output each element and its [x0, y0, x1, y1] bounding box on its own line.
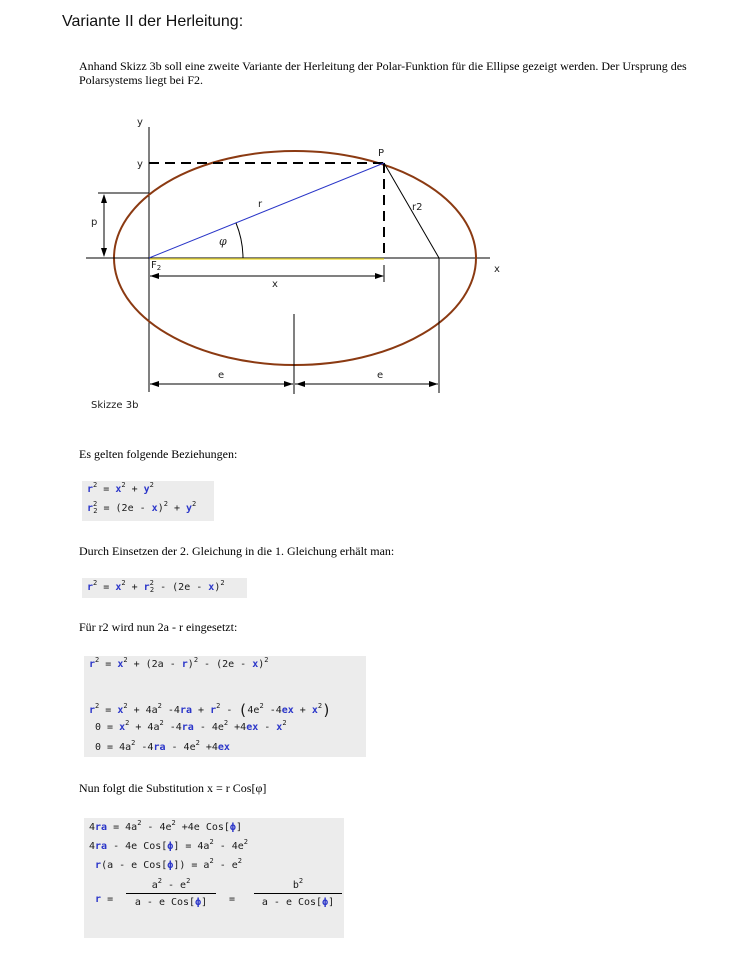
- equation-r-squared: $r^2 = x^2 + y^2$: [87, 481, 154, 495]
- y-point-label: y: [137, 159, 143, 170]
- r2-label: r2: [412, 202, 423, 213]
- equation-step-1: $r^2 = x^2 + (2a - r)^2 - (2e - x)^2$: [89, 656, 269, 670]
- equation-step-2: $r^2 = x^2 + 4a^2$ $-4ra + r^2 - (4e^2$ $-4ex + x^2$): [89, 701, 332, 719]
- math-cell-polar-result: $4ra = 4a^2 - 4e^2 +4e$ Cos[ϕ] 4ra - 4e $Cos[\phi] = 4a^2 - 4e^2$ r(a - e $Cos[\phi]) = a^2 - e^2$ r = $a^2 - e^2$ a - e Cos[ϕ] = $b^2$ a - e Cos[ϕ]: [84, 818, 344, 938]
- equation-combined: $r^2 = x^2 + r^2_2 - (2e - x)^2$: [87, 579, 225, 594]
- f2-label: $F_2$: [151, 260, 162, 272]
- r-label: r: [258, 199, 263, 210]
- radius-r-line: [149, 163, 384, 258]
- equation-r2-squared: $r^2_2 = (2e - x)^2 + y^2$: [87, 500, 197, 515]
- p-label: p: [91, 217, 98, 228]
- intro-paragraph: Anhand Skizz 3b soll eine zweite Variante der Herleitung der Polar-Funktion für die Ellipse gezeigt werden. Der Ursprung des Polarsystems liegt bei F2.: [79, 59, 687, 87]
- polar-substitution-paragraph: Nun folgt die Substitution x = r Cos[φ]: [79, 781, 267, 795]
- x-distance-label: x: [272, 279, 278, 290]
- math-cell-expansion: [84, 656, 366, 757]
- e-right-label: e: [377, 370, 384, 381]
- angle-arc: [236, 223, 243, 258]
- equation-step-4: $0 = 4a^2$ $-4ra - 4e^2 +4ex$: [89, 739, 230, 753]
- equation-polar-1: $4ra = 4a^2 - 4e^2 +4e$ Cos[ϕ]: [89, 819, 242, 833]
- x-axis-label: x: [494, 264, 500, 275]
- e-left-label: e: [218, 370, 225, 381]
- math-cell-combined: [82, 578, 247, 598]
- math-cell-relations: [82, 481, 214, 521]
- r2-substitution-paragraph: Für r2 wird nun 2a - r eingesetzt:: [79, 620, 238, 634]
- equation-polar-r-label: r =: [95, 894, 114, 905]
- substitution-paragraph: Durch Einsetzen der 2. Gleichung in die 1. Gleichung erhält man:: [79, 544, 395, 558]
- equation-polar-3: r(a - e $Cos[\phi]) = a^2 - e^2$: [95, 857, 242, 871]
- phi-label: φ: [219, 235, 227, 248]
- fraction-a-e: $a^2 - e^2$ a - e Cos[ϕ]: [126, 880, 216, 908]
- section-heading: Variante II der Herleitung:: [62, 13, 244, 30]
- equation-polar-2: 4ra - 4e $Cos[\phi] = 4a^2 - 4e^2$: [89, 838, 248, 852]
- ellipse-diagram: [84, 112, 504, 402]
- equation-step-3: $0 = x^2 + 4a^2$ $-4ra - 4e^2 +4ex - x^2$: [89, 719, 287, 733]
- point-p-label: P: [378, 148, 385, 159]
- fraction-b: $b^2$ a - e Cos[ϕ]: [254, 880, 342, 908]
- relations-paragraph: Es gelten folgende Beziehungen:: [79, 447, 238, 461]
- y-axis-label: y: [137, 117, 143, 128]
- figure-caption: Skizze 3b: [91, 400, 139, 411]
- sketch-3b: [84, 112, 504, 407]
